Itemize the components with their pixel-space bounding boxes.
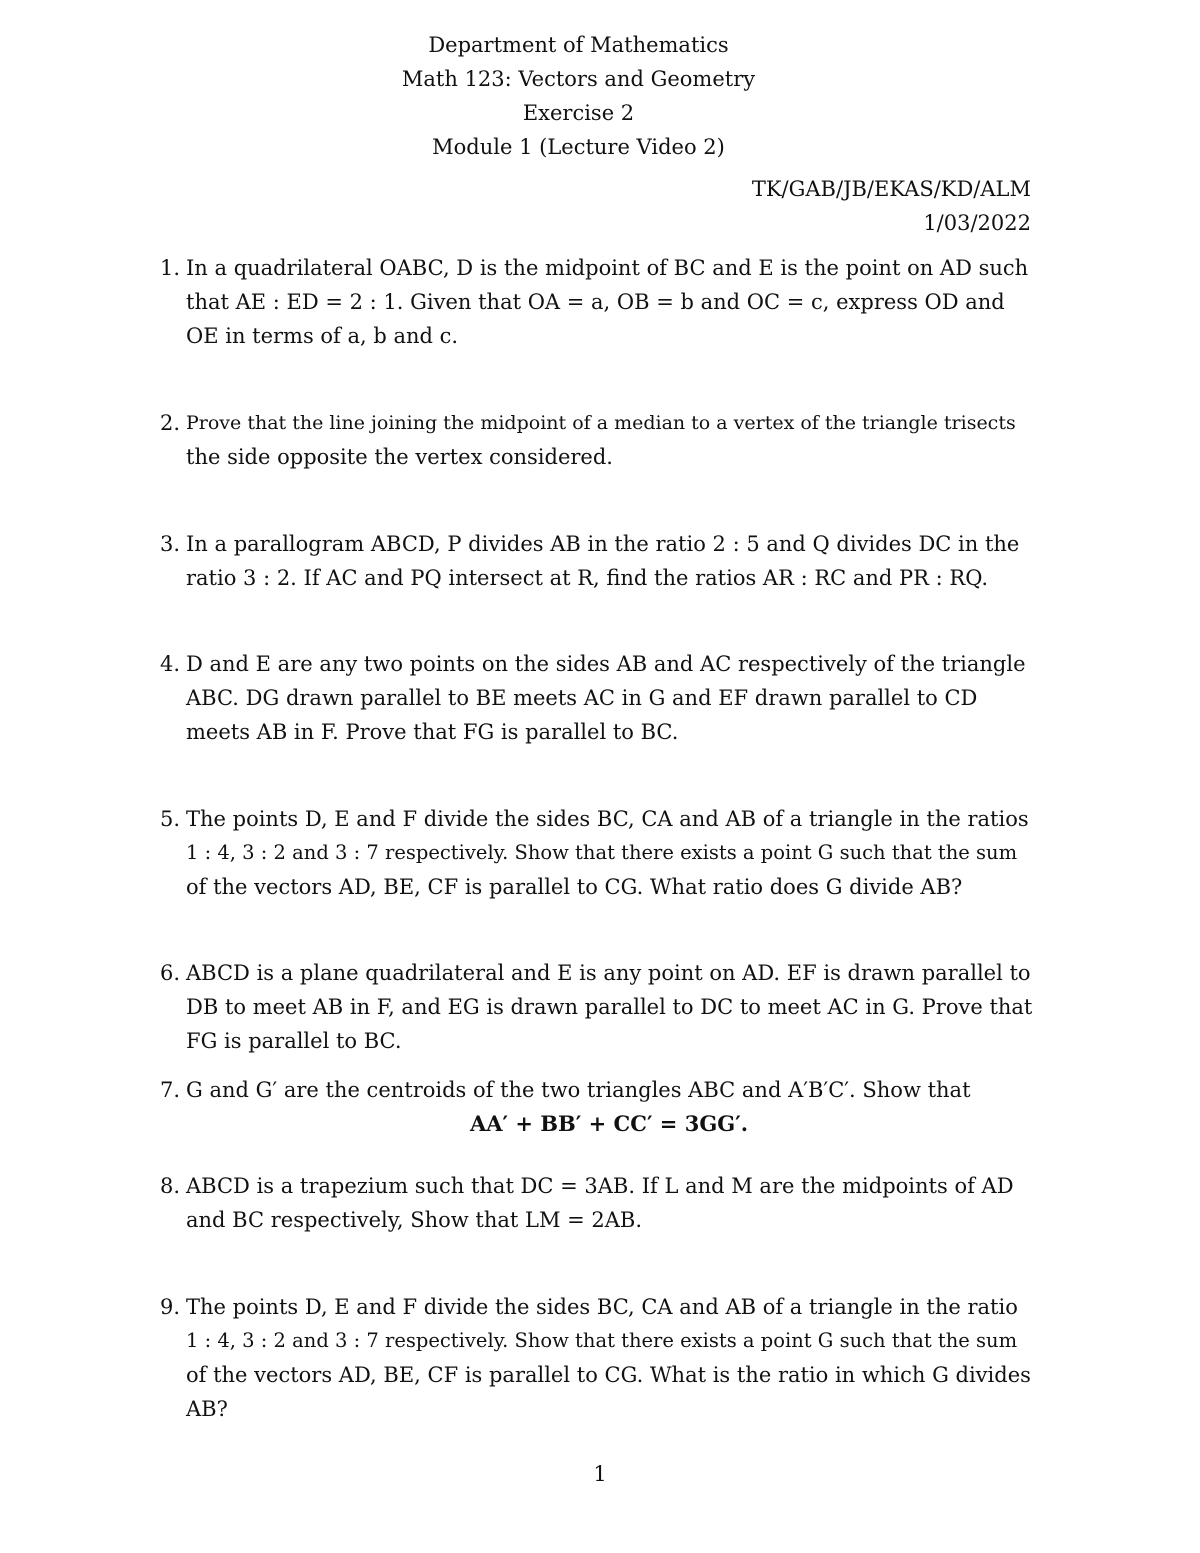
question-6 bbox=[150, 956, 1032, 1058]
question-number: 2. bbox=[159, 411, 180, 435]
question-number: 1. bbox=[159, 256, 180, 280]
question-number: 8. bbox=[159, 1174, 180, 1198]
question-line: ABC. DG drawn parallel to BE meets AC in G and EF drawn parallel to CD bbox=[186, 686, 978, 710]
question-line: ratio 3 : 2. If AC and PQ intersect at R, find the ratios AR : RC and PR : RQ. bbox=[186, 566, 989, 590]
question-line: and BC respectively, Show that LM = 2AB. bbox=[186, 1208, 643, 1232]
question-line: ABCD is a plane quadrilateral and E is any point on AD. EF is drawn parallel to bbox=[186, 961, 1031, 985]
question-9 bbox=[150, 1290, 1032, 1426]
question-line: D and E are any two points on the sides AB and AC respectively of the triangle bbox=[186, 652, 1026, 676]
question-1 bbox=[150, 251, 1032, 353]
department-name: Department of Mathematics bbox=[428, 33, 729, 57]
question-2 bbox=[150, 406, 1032, 474]
display-equation: AA′ + BB′ + CC′ = 3GG′. bbox=[469, 1111, 749, 1136]
question-line: Prove that the line joining the midpoint of a median to a vertex of the triangle trisects bbox=[186, 412, 1016, 434]
question-line: The points D, E and F divide the sides BC, CA and AB of a triangle in the ratio bbox=[186, 1295, 1018, 1319]
page-number: 1 bbox=[593, 1462, 607, 1486]
question-line: meets AB in F. Prove that FG is parallel to BC. bbox=[186, 720, 679, 744]
question-number: 4. bbox=[159, 652, 180, 676]
question-3 bbox=[150, 527, 1032, 595]
authors-line: TK/GAB/JB/EKAS/KD/ALM bbox=[751, 177, 1031, 201]
question-number: 3. bbox=[159, 532, 180, 556]
question-line: In a quadrilateral OABC, D is the midpoint of BC and E is the point on AD such bbox=[186, 256, 1029, 280]
question-line: of the vectors AD, BE, CF is parallel to CG. What is the ratio in which G divides bbox=[186, 1363, 1031, 1387]
exercise-title: Exercise 2 bbox=[522, 101, 635, 125]
question-number: 9. bbox=[159, 1295, 180, 1319]
question-line: G and G′ are the centroids of the two triangles ABC and A′B′C′. Show that bbox=[186, 1078, 971, 1102]
question-4 bbox=[150, 647, 1032, 749]
question-line: that AE : ED = 2 : 1. Given that OA = a, OB = b and OC = c, express OD and bbox=[186, 290, 1005, 314]
question-line: ABCD is a trapezium such that DC = 3AB. If L and M are the midpoints of AD bbox=[186, 1174, 1014, 1198]
question-8 bbox=[150, 1169, 1032, 1237]
course-title: Math 123: Vectors and Geometry bbox=[401, 67, 756, 91]
question-5 bbox=[150, 802, 1032, 904]
question-line: In a parallogram ABCD, P divides AB in the ratio 2 : 5 and Q divides DC in the bbox=[186, 532, 1020, 556]
question-line: OE in terms of a, b and c. bbox=[186, 324, 459, 348]
question-number: 5. bbox=[159, 807, 180, 831]
question-line: the side opposite the vertex considered. bbox=[186, 445, 613, 469]
question-line: AB? bbox=[186, 1397, 228, 1421]
question-number: 6. bbox=[159, 961, 180, 985]
question-line: The points D, E and F divide the sides BC, CA and AB of a triangle in the ratios bbox=[186, 807, 1029, 831]
question-line: DB to meet AB in F, and EG is drawn parallel to DC to meet AC in G. Prove that bbox=[186, 995, 1033, 1019]
question-line: 1 : 4, 3 : 2 and 3 : 7 respectively. Show that there exists a point G such that the sum bbox=[186, 841, 1018, 864]
document-header bbox=[0, 28, 1200, 164]
module-title: Module 1 (Lecture Video 2) bbox=[432, 135, 725, 159]
date-line: 1/03/2022 bbox=[923, 211, 1031, 235]
question-line: 1 : 4, 3 : 2 and 3 : 7 respectively. Show that there exists a point G such that the sum bbox=[186, 1329, 1018, 1352]
question-number: 7. bbox=[159, 1078, 180, 1102]
question-line: of the vectors AD, BE, CF is parallel to CG. What ratio does G divide AB? bbox=[186, 875, 963, 899]
question-7 bbox=[150, 1073, 1032, 1141]
question-line: FG is parallel to BC. bbox=[186, 1029, 402, 1053]
